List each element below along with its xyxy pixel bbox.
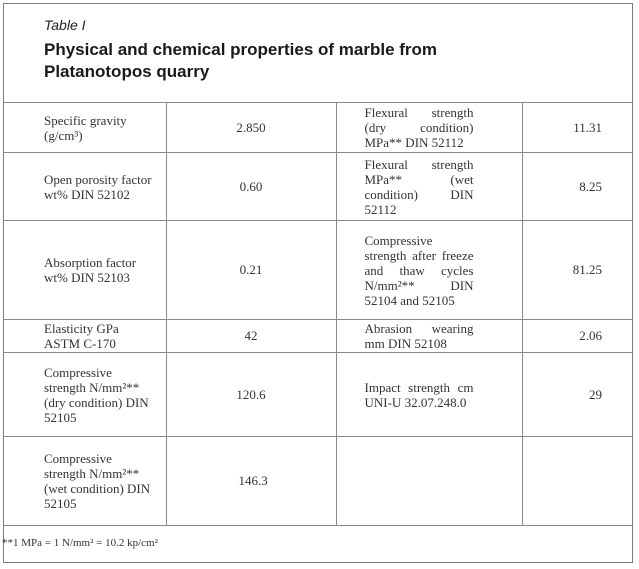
table-row (4, 320, 632, 353)
property-label: Absorption factor wt% DIN 52103 (4, 221, 166, 320)
table-row (4, 103, 632, 153)
properties-table (4, 102, 632, 526)
property-label: Compressive strength N/mm²** (dry condition) DIN 52105 (4, 353, 166, 437)
property-label: Elasticity GPa ASTM C-170 (4, 320, 166, 353)
table-row (4, 437, 632, 526)
property-value: 42 (166, 320, 336, 353)
property-value: 0.60 (166, 153, 336, 221)
property-value: 8.25 (522, 153, 632, 221)
property-value: 29 (522, 353, 632, 437)
property-label: Flexural strength MPa** (wet condition) DIN 52112 (336, 153, 522, 221)
table-row (4, 153, 632, 221)
property-value: 11.31 (522, 103, 632, 153)
table-title-line: Platanotopos quarry (44, 62, 210, 81)
property-label (336, 437, 522, 526)
property-label: Open porosity factor wt% DIN 52102 (4, 153, 166, 221)
property-value: 120.6 (166, 353, 336, 437)
table-header (44, 17, 464, 83)
table-title (44, 39, 464, 83)
property-label: Compressive strength after freeze and thaw cycles N/mm²** DIN 52104 and 52105 (336, 221, 522, 320)
table-title-line: Physical and chemical properties of marble from (44, 40, 438, 59)
property-value: 81.25 (522, 221, 632, 320)
property-label: Impact strength cm UNI-U 32.07.248.0 (336, 353, 522, 437)
property-label: Flexural strength (dry condition) MPa** DIN 52112 (336, 103, 522, 153)
property-value: 0.21 (166, 221, 336, 320)
property-value (522, 437, 632, 526)
table-caption: Table I (44, 17, 86, 33)
property-label: Specific gravity (g/cm³) (4, 103, 166, 153)
table-row (4, 353, 632, 437)
property-label: Abrasion wearing mm DIN 52108 (336, 320, 522, 353)
property-label: Compressive strength N/mm²** (wet condition) DIN 52105 (4, 437, 166, 526)
table-footnote: **1 MPa = 1 N/mm² = 10.2 kp/cm² (2, 537, 158, 549)
property-value: 146.3 (166, 437, 336, 526)
property-value: 2.850 (166, 103, 336, 153)
table-row (4, 221, 632, 320)
table-frame (3, 3, 633, 563)
property-value: 2.06 (522, 320, 632, 353)
